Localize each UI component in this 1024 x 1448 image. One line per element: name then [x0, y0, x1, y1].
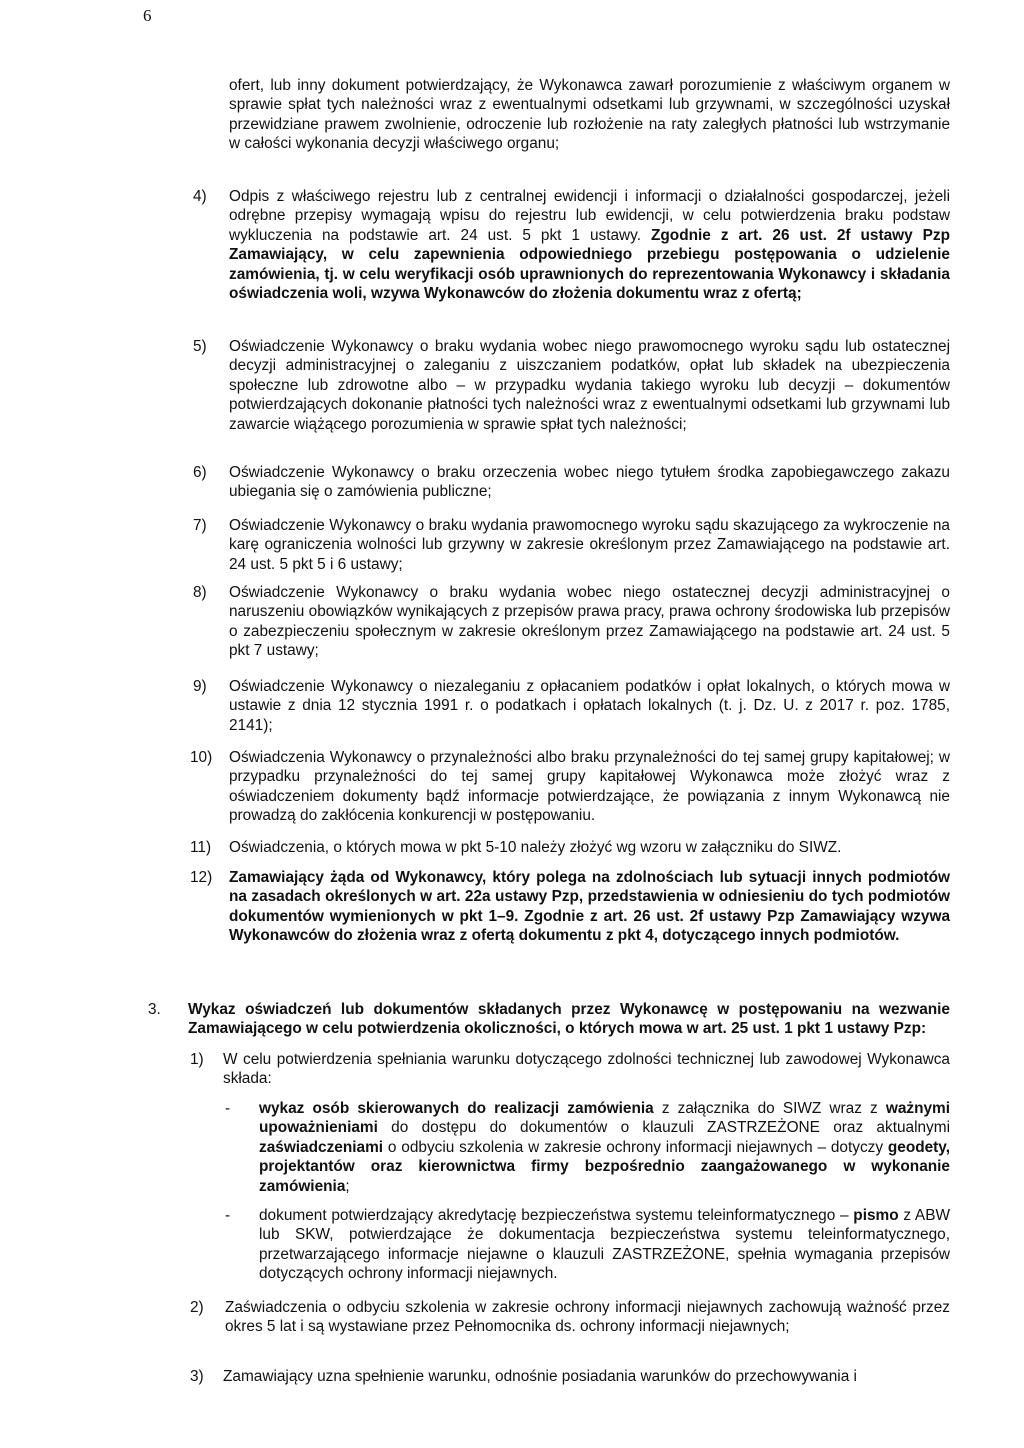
section-number: 3.	[148, 1001, 161, 1018]
bullet-text	[259, 1099, 950, 1196]
item-4-bold: Zgodnie z art. 26 ust. 2f ustawy Pzp Zamawiający, w celu zapewnienia odpowiedniego przebiegu postępowania o udzielenie zamówienia, tj. w celu weryfikacji osób uprawnionych do reprezentowania Wykonawcy i składania oświadczenia woli, wzywa Wykonawców do złożenia dokumentu wraz z ofertą;	[229, 226, 951, 303]
item-text: Oświadczenie Wykonawcy o niezaleganiu z opłacaniem podatków i opłat lokalnych, o których mowa w ustawie z dnia 12 stycznia 1991 r. o podatkach i opłatach lokalnych (t. j. Dz. U. z 2017 r. poz. 1785, 2141);	[229, 678, 950, 734]
item-text: Oświadczenia Wykonawcy o przynależności albo braku przynależności do tej samej grupy kapitałowej; w przypadku przynależności do tej samej grupy kapitałowej Wykonawca może złożyć wraz z oświadczeniem dokumenty bądź informacje potwierdzające, że powiązania z innym Wykonawcą nie prowadzą do zakłócenia konkurencji w postępowaniu.	[229, 749, 950, 825]
bullet-2-bold: pismo	[853, 1207, 899, 1224]
item-text	[229, 187, 950, 303]
bullet-dash: -	[225, 1207, 231, 1224]
item-text: Oświadczenia, o których mowa w pkt 5-10 należy złożyć wg wzoru w załączniku do SIWZ.	[229, 839, 842, 856]
bullet-1-bold-d: geodety, projektantów oraz kierownictwa firmy bezpośrednio zaangażowanego w wykonanie zamówienia	[259, 1138, 950, 1195]
item-text: Oświadczenie Wykonawcy o braku orzeczenia wobec niego tytułem środka zapobiegawczego zakazu ubiegania się o zamówienia publiczne;	[229, 464, 950, 501]
item-number: 12)	[190, 869, 213, 886]
item-number: 9)	[193, 678, 207, 695]
intro-text: ofert, lub inny dokument potwierdzający, że Wykonawca zawarł porozumienie z właściwym organem w sprawie spłat tych należności wraz z ewentualnymi odsetkami lub grzywnami, w szczególności uzyskał przewidziane prawem zwolnienie, odroczenie lub rozłożenie na raty zaległych płatności lub wstrzymanie w całości wykonania decyzji właściwego organu;	[229, 77, 950, 153]
item-number: 8)	[193, 584, 207, 601]
item-number: 11)	[190, 839, 212, 856]
item-number: 6)	[193, 464, 207, 481]
item-number: 10)	[190, 749, 213, 766]
bullet-1-bold-a: wykaz osób skierowanych do realizacji zamówienia	[259, 1100, 654, 1117]
item-text: Oświadczenie Wykonawcy o braku wydania wobec niego ostatecznej decyzji administracyjnej o naruszeniu obowiązków wynikających z przepisów prawa pracy, prawa ochrony środowiska lub przepisów o zabezpieczeniu społecznym w zakresie określonym przez Zamawiającego na podstawie art. 24 ust. 5 pkt 7 ustawy;	[229, 584, 950, 660]
bullet-1-plain-d: ;	[345, 1177, 350, 1195]
item-text: Oświadczenie Wykonawcy o braku wydania prawomocnego wyroku sądu skazującego za wykroczenie na karę ograniczenia wolności lub grzywny w zakresie określonym przez Zamawiającego na podstawie art. 24 ust. 5 pkt 5 i 6 ustawy;	[229, 517, 950, 573]
page-number: 6	[143, 6, 152, 25]
bullet-1-bold-c: zaświadczeniami	[259, 1138, 384, 1156]
intro-paragraph	[229, 76, 950, 154]
item-text: Zaświadczenia o odbyciu szkolenia w zakresie ochrony informacji niejawnych zachowują ważność przez okres 5 lat i są wystawiane przez Pełnomocnika ds. ochrony informacji niejawnych;	[225, 1299, 950, 1336]
item-text: Zamawiający żąda od Wykonawcy, który polega na zdolnościach lub sytuacji innych podmiotów na zasadach określonych w art. 22a ustawy Pzp, przedstawienia w odniesieniu do tych podmiotów dokumentów wymienionych w pkt 1–9. Zgodnie z art. 26 ust. 2f ustawy Pzp Zamawiający wzywa Wykonawców do złożenia wraz z ofertą dokumentu z pkt 4, dotyczącego innych podmiotów.	[229, 869, 950, 945]
item-number: 1)	[190, 1051, 204, 1068]
bullet-1-plain-a: z załącznika do SIWZ wraz z	[653, 1100, 886, 1117]
item-number: 5)	[193, 338, 207, 355]
item-text: Zamawiający uzna spełnienie warunku, odnośnie posiadania warunków do przechowywania i	[223, 1368, 857, 1385]
item-text: Oświadczenie Wykonawcy o braku wydania wobec niego prawomocnego wyroku sądu lub ostatecznej decyzji administracyjnej o zaleganiu z uiszczaniem podatków, opłat lub składek na ubezpieczenia społeczne lub zdrowotne albo – w przypadku wydania takiego wyroku lub decyzji – dokumentów potwierdzających dokonanie płatności tych należności wraz z ewentualnymi odsetkami lub grzywnami lub zawarcie wiążącego porozumienia w sprawie spłat tych należności;	[229, 338, 950, 433]
bullet-1-plain-b: do dostępu do dokumentów o klauzuli ZASTRZEŻONE oraz aktualnymi	[377, 1119, 950, 1137]
bullet-text	[259, 1206, 950, 1284]
bullet-dash: -	[225, 1100, 231, 1117]
section-title: Wykaz oświadczeń lub dokumentów składanych przez Wykonawcę w postępowaniu na wezwanie Zamawiającego w celu potwierdzenia okoliczności, o których mowa w art. 25 ust. 1 pkt 1 ustawy Pzp:	[188, 1001, 950, 1038]
bullet-2-plain-a: dokument potwierdzający akredytację bezpieczeństwa systemu teleinformatycznego –	[259, 1207, 854, 1224]
bullet-2-plain-b: z ABW lub SKW, potwierdzające że dokumentacja bezpieczeństwa systemu teleinformatycznego, przetwarzającego informacje niejawne o klauzuli ZASTRZEŻONE, spełnia wymagania przepisów dotyczących ochrony informacji niejawnych.	[259, 1207, 950, 1283]
bullet-1-plain-c: o odbyciu szkolenia w zakresie ochrony informacji niejawnych – dotyczy	[383, 1138, 888, 1156]
item-number: 2)	[190, 1299, 204, 1316]
item-text: W celu potwierdzenia spełniania warunku dotyczącego zdolności technicznej lub zawodowej Wykonawca składa:	[223, 1051, 950, 1088]
item-4-plain: Odpis z właściwego rejestru lub z centralnej ewidencji i informacji o działalności gospodarczej, jeżeli odrębne przepisy wymagają wpisu do rejestru lub ewidencji, w celu potwierdzenia braku podstaw wykluczenia na podstawie art. 24 ust. 5 pkt 1 ustawy.	[229, 188, 950, 244]
item-number: 3)	[190, 1368, 204, 1385]
item-number: 4)	[193, 188, 207, 205]
item-number: 7)	[193, 517, 207, 534]
bullet-1-bold-b: ważnymi upoważnieniami	[259, 1100, 950, 1137]
